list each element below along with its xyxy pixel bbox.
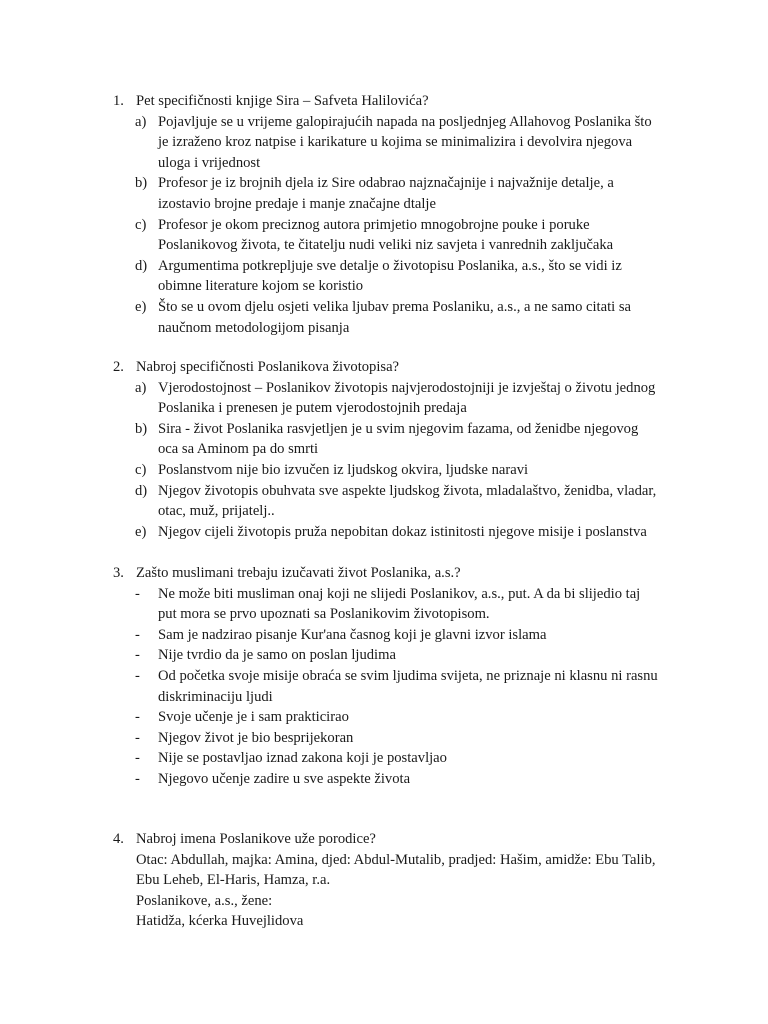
list-item-text: oca sa Aminom pa do smrti (158, 441, 319, 458)
list-item-text: Što se u ovom djelu osjeti velika ljubav prema Poslaniku, a.s., a ne samo citati sa (158, 298, 631, 315)
list-item-text: Njegovo učenje zadire u sve aspekte života (158, 770, 411, 787)
list-item (0, 256, 768, 297)
question-heading (0, 91, 768, 112)
list-item-text: Njegov životopis obuhvata sve aspekte ljudskog života, mladalaštvo, ženidba, vladar, (158, 482, 657, 499)
question-number: 1. (113, 93, 124, 109)
question-title: Nabroj specifičnosti Poslanikova životopisa? (136, 359, 400, 375)
list-item-text: Svoje učenje je i sam prakticirao (158, 709, 349, 726)
list-item (0, 378, 768, 419)
question-heading (0, 563, 768, 584)
list-item (0, 460, 768, 481)
list-marker: - (135, 770, 140, 787)
list-item-text: otac, muž, prijatelj.. (158, 503, 275, 520)
list-marker: a) (135, 113, 147, 130)
list-item-text: diskriminaciju ljudi (158, 688, 273, 705)
question-title: Zašto muslimani trebaju izučavati život Poslanika, a.s.? (136, 565, 461, 581)
question-number: 2. (113, 359, 124, 375)
question-4 (0, 829, 768, 932)
list-marker: b) (135, 420, 148, 437)
list-item-text: je izraženo kroz natpise i karikature u kojima se minimalizira i devolvira njegova (158, 134, 633, 151)
list-item-text: Profesor je okom preciznog autora primjetio mnogobrojne pouke i poruke (158, 216, 590, 233)
list-item-text: Njegov život je bio besprijekoran (158, 729, 354, 746)
list-marker: b) (135, 175, 148, 192)
list-item-text: put mora se prvo upoznati sa Poslanikovim životopisom. (158, 606, 490, 623)
list-item (0, 625, 768, 646)
list-item-text: Sira - život Poslanika rasvjetljen je u svim njegovim fazama, od ženidbe njegovog (158, 420, 639, 437)
list-item (0, 645, 768, 666)
list-marker: e) (135, 298, 147, 315)
list-item-text: Nije se postavljao iznad zakona koji je postavljao (158, 750, 447, 767)
list-item-text: Poslanstvom nije bio izvučen iz ljudskog okvira, ljudske naravi (158, 461, 529, 478)
question-heading (0, 829, 768, 850)
list-item (0, 481, 768, 522)
list-item (0, 584, 768, 625)
list-item-text: uloga i vrijednost (158, 154, 261, 171)
list-item (0, 666, 768, 707)
list-item-text: Poslanika i prenesen je putem vjerodostojnih predaja (158, 400, 467, 417)
list-item-text: Vjerodostojnost – Poslanikov životopis najvjerodostojniji je izvještaj o životu jednog (158, 379, 656, 396)
list-item-text: Nije tvrdio da je samo on poslan ljudima (158, 647, 396, 664)
list-marker: c) (135, 461, 147, 478)
list-item (0, 707, 768, 728)
list-item (0, 173, 768, 214)
answer-line: Ebu Leheb, El-Haris, Hamza, r.a. (136, 872, 331, 889)
answer-line: Poslanikove, a.s., žene: (136, 892, 273, 909)
list-item-text: Poslanikovog života, te čitatelju nudi veliki niz savjeta i vanrednih zaključaka (158, 237, 614, 254)
list-marker: - (135, 647, 140, 664)
list-item (0, 522, 768, 543)
list-marker: c) (135, 216, 147, 233)
list-marker: - (135, 750, 140, 767)
list-item-text: izostavio brojne predaje i manje značajne dtalje (158, 195, 436, 212)
list-marker: - (135, 729, 140, 746)
list-marker: d) (135, 482, 148, 499)
list-marker: - (135, 626, 140, 643)
list-item (0, 748, 768, 769)
list-marker: e) (135, 523, 147, 540)
list-item-text: Argumentima potkrepljuje sve detalje o životopisu Poslanika, a.s., što se vidi iz (158, 257, 622, 274)
list-marker: d) (135, 257, 148, 274)
list-marker: a) (135, 379, 147, 396)
question-number: 4. (113, 831, 124, 847)
list-item (0, 215, 768, 256)
list-item (0, 728, 768, 749)
list-item (0, 297, 768, 338)
question-2 (0, 357, 768, 542)
list-item-text: Od početka svoje misije obraća se svim ljudima svijeta, ne priznaje ni klasnu ni rasnu (158, 667, 658, 684)
list-item (0, 769, 768, 790)
question-title: Nabroj imena Poslanikove uže porodice? (136, 831, 376, 847)
list-item-text: naučnom metodologijom pisanja (158, 319, 350, 336)
list-marker: - (135, 709, 140, 726)
list-item-text: Pojavljuje se u vrijeme galopirajućih napada na posljednjeg Allahovog Poslanika što (158, 113, 652, 130)
question-1 (0, 91, 768, 338)
question-3 (0, 563, 768, 790)
list-item-text: Profesor je iz brojnih djela iz Sire odabrao najznačajnije i najvažnije detalje, a (158, 175, 614, 192)
list-item-text: Njegov cijeli životopis pruža nepobitan dokaz istinitosti njegove misije i poslanstva (158, 523, 647, 540)
list-item (0, 112, 768, 174)
list-item-text: Sam je nadzirao pisanje Kur'ana časnog koji je glavni izvor islama (158, 626, 547, 643)
answer-line: Otac: Abdullah, majka: Amina, djed: Abdul-Mutalib, pradjed: Hašim, amidže: Ebu Talib, (136, 851, 656, 868)
question-heading (0, 357, 768, 378)
list-item-text: Ne može biti musliman onaj koji ne slijedi Poslanikov, a.s., put. A da bi slijedio taj (158, 585, 641, 602)
list-marker: - (135, 667, 140, 684)
question-title: Pet specifičnosti knjige Sira – Safveta Halilovića? (136, 93, 429, 109)
list-item (0, 419, 768, 460)
list-item-text: obimne literature kojom se koristio (158, 278, 364, 295)
answer-line: Hatidža, kćerka Huvejlidova (136, 913, 304, 930)
question-number: 3. (113, 565, 124, 581)
list-marker: - (135, 585, 140, 602)
